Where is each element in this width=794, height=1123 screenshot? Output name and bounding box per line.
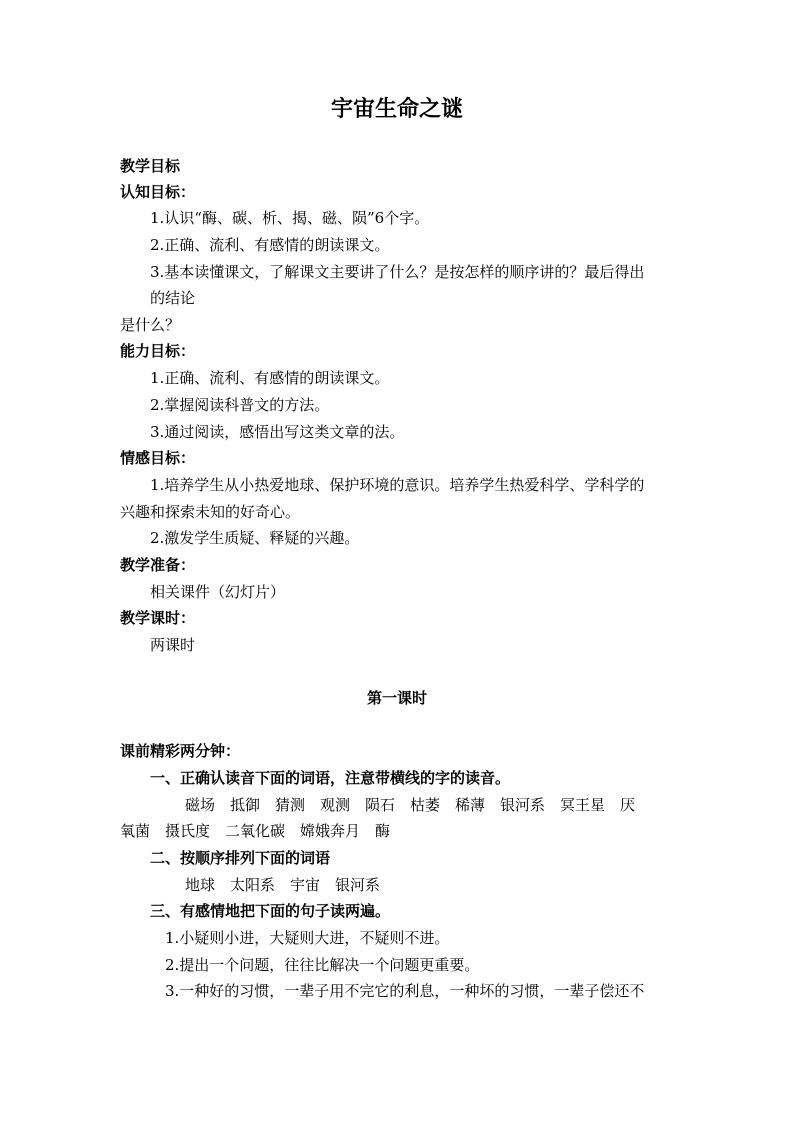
ability-goal-item: 1.正确、流利、有感情的朗读课文。 [150,369,390,387]
exercise-three-sentence: 3.一种好的习惯，一辈子用不完它的利息，一种坏的习惯，一辈子偿还不 [165,982,645,1000]
heading-emotion-goals: 情感目标： [120,449,196,467]
cognitive-goal-item: 2.正确、流利、有感情的朗读课文。 [150,236,390,254]
exercise-two-heading: 二、按顺序排列下面的词语 [150,849,331,867]
heading-cognitive-goals: 认知目标： [120,183,196,201]
ability-goal-item: 2.掌握阅读科普文的方法。 [150,396,330,414]
document-title: 宇宙生命之谜 [330,96,463,122]
heading-warmup: 课前精彩两分钟： [120,742,241,760]
class-hours-text: 两课时 [150,636,196,654]
cognitive-goal-item-cont: 是什么？ [120,316,181,334]
heading-teaching-goals: 教学目标 [120,157,181,175]
cognitive-goal-item-cont: 的结论 [150,289,196,307]
emotion-goal-item-cont: 兴趣和探索未知的好奇心。 [120,503,301,521]
lesson-one-heading: 第一课时 [366,689,427,707]
exercise-three-sentence: 1.小疑则小进，大疑则大进，不疑则不进。 [165,929,450,947]
exercise-three-heading: 三、有感情地把下面的句子读两遍。 [150,902,391,920]
exercise-one-words-cont: 氧菌 摄氏度 二氧化碳 嫦娥奔月 酶 [120,822,391,840]
heading-ability-goals: 能力目标： [120,342,196,360]
cognitive-goal-item: 3.基本读懂课文，了解课文主要讲了什么？是按怎样的顺序讲的？最后得出 [150,263,645,281]
exercise-three-sentence: 2.提出一个问题，往往比解决一个问题更重要。 [165,956,480,974]
ability-goal-item: 3.通过阅读，感悟出写这类文章的法。 [150,423,405,441]
emotion-goal-item: 1.培养学生从小热爱地球、保护环境的意识。培养学生热爱科学、学科学的 [150,476,645,494]
cognitive-goal-item: 1.认识“酶、碳、析、揭、磁、陨”6个字。 [150,209,430,227]
preparation-text: 相关课件（幻灯片） [150,583,286,601]
exercise-two-words: 地球 太阳系 宇宙 银河系 [185,876,381,894]
emotion-goal-item: 2.激发学生质疑、释疑的兴趣。 [150,529,360,547]
exercise-one-heading: 一、正确认读音下面的词语，注意带横线的字的读音。 [150,769,511,787]
heading-preparation: 教学准备： [120,556,196,574]
exercise-one-words: 磁场 抵御 猜测 观测 陨石 枯萎 稀薄 银河系 冥王星 厌 [185,796,636,814]
heading-class-hours: 教学课时： [120,609,196,627]
